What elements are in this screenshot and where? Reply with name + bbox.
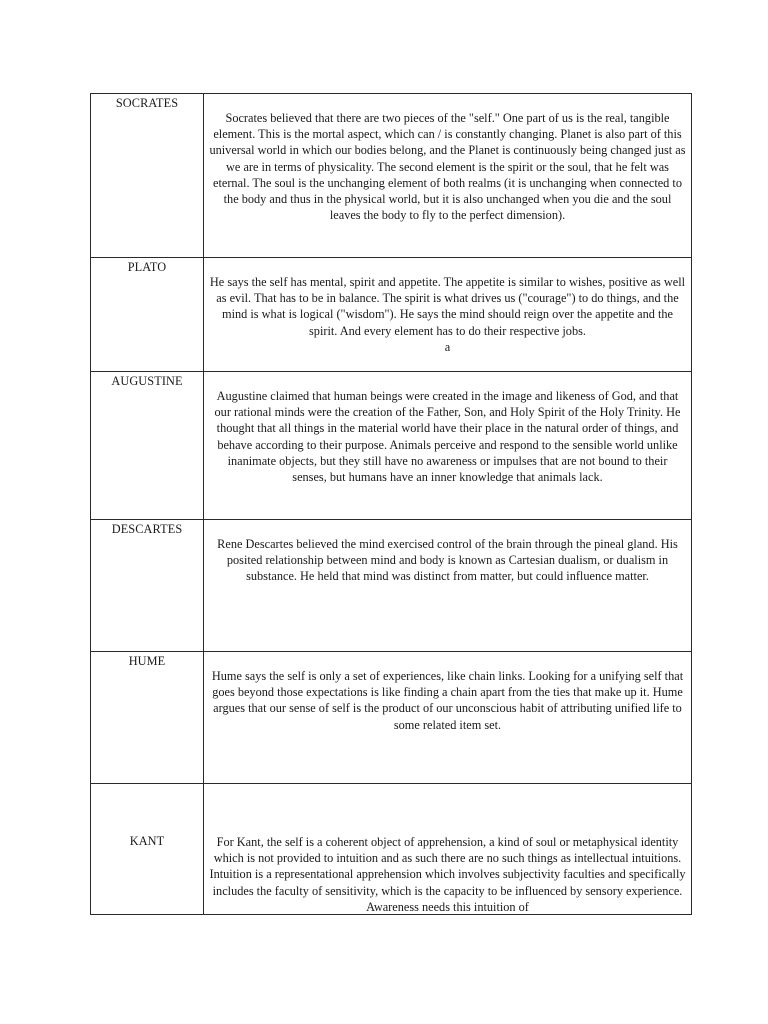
philosopher-description: He says the self has mental, spirit and appetite. The appetite is similar to wishes, positive as well as evil. That has to be in balance. The spirit is what drives us ("courage") to do things, and the mind is what is logical ("wisdom"). He says the mind should reign over the appetite and the spirit. And every element has to do their respective jobs.: [209, 275, 686, 338]
philosopher-description-cell: [204, 652, 692, 784]
philosopher-name-cell: [91, 520, 204, 652]
table-row-kant: [91, 784, 692, 915]
philosopher-name-cell: [91, 94, 204, 258]
philosopher-name: DESCARTES: [111, 522, 183, 536]
philosophers-table: [90, 93, 692, 915]
philosopher-description: Socrates believed that there are two pieces of the "self." One part of us is the real, tangible element. This is the mortal aspect, which can / is constantly changing. Planet is also part of this universal world in which our bodies belong, and the Planet is continuously being changed just as we are in terms of physicality. The second element is the spirit or the soul, that he felt was eternal. The soul is the unchanging element of both realms (it is unchanging when connected to the body and thus in the physical world, but it is also unchanged when you die and the soul leaves the body to fly to the perfect dimension).: [209, 111, 686, 223]
philosopher-description: Augustine claimed that human beings were created in the image and likeness of God, and that our rational minds were the creation of the Father, Son, and Holy Spirit of the Holy Trinity. He thought that all things in the material world have their place in the natural order of things, and behave according to their purpose. Animals perceive and respond to the sensible world unlike inanimate objects, but they still have no awareness or impulses that are not bound to their senses, but humans have an inner knowledge that animals lack.: [214, 389, 681, 485]
table-row-plato: [91, 258, 692, 372]
philosopher-description: Hume says the self is only a set of experiences, like chain links. Looking for a unifying self that goes beyond those expectations is like finding a chain apart from the ties that make up it. Hume argues that our sense of self is the product of our unconscious habit of attributing unified life to some related item set.: [211, 669, 684, 732]
philosopher-name: AUGUSTINE: [111, 374, 183, 388]
philosopher-name-cell: [91, 784, 204, 915]
table-row-socrates: [91, 94, 692, 258]
philosopher-description-cell: [204, 372, 692, 520]
description-clip: [204, 784, 691, 914]
stray-character: a: [444, 339, 451, 354]
table-row-descartes: [91, 520, 692, 652]
philosopher-name: SOCRATES: [115, 96, 179, 110]
philosopher-name-cell: [91, 372, 204, 520]
philosopher-name: KANT: [129, 834, 165, 848]
philosopher-description-cell: [204, 520, 692, 652]
philosopher-name: HUME: [128, 654, 166, 668]
philosopher-description-cell: [204, 784, 692, 915]
philosopher-description-cell: [204, 258, 692, 372]
philosopher-name-cell: [91, 258, 204, 372]
philosopher-description: For Kant, the self is a coherent object of apprehension, a kind of soul or metaphysical identity which is not provided to intuition and as such there are no such things as intellectual intuitions. Intuition is a representational apprehension which involves subjectivity faculties and specifically includes the faculty of sensitivity, which is the capacity to be influenced by sensory experience. Awareness needs this intuition of: [209, 835, 686, 914]
table-row-hume: [91, 652, 692, 784]
table-row-augustine: [91, 372, 692, 520]
philosopher-description-cell: [204, 94, 692, 258]
philosopher-name-cell: [91, 652, 204, 784]
philosopher-description: Rene Descartes believed the mind exercised control of the brain through the pineal gland. His posited relationship between mind and body is known as Cartesian dualism, or dualism in substance. He held that mind was distinct from matter, but could influence matter.: [217, 537, 678, 584]
philosopher-name: PLATO: [127, 260, 167, 274]
